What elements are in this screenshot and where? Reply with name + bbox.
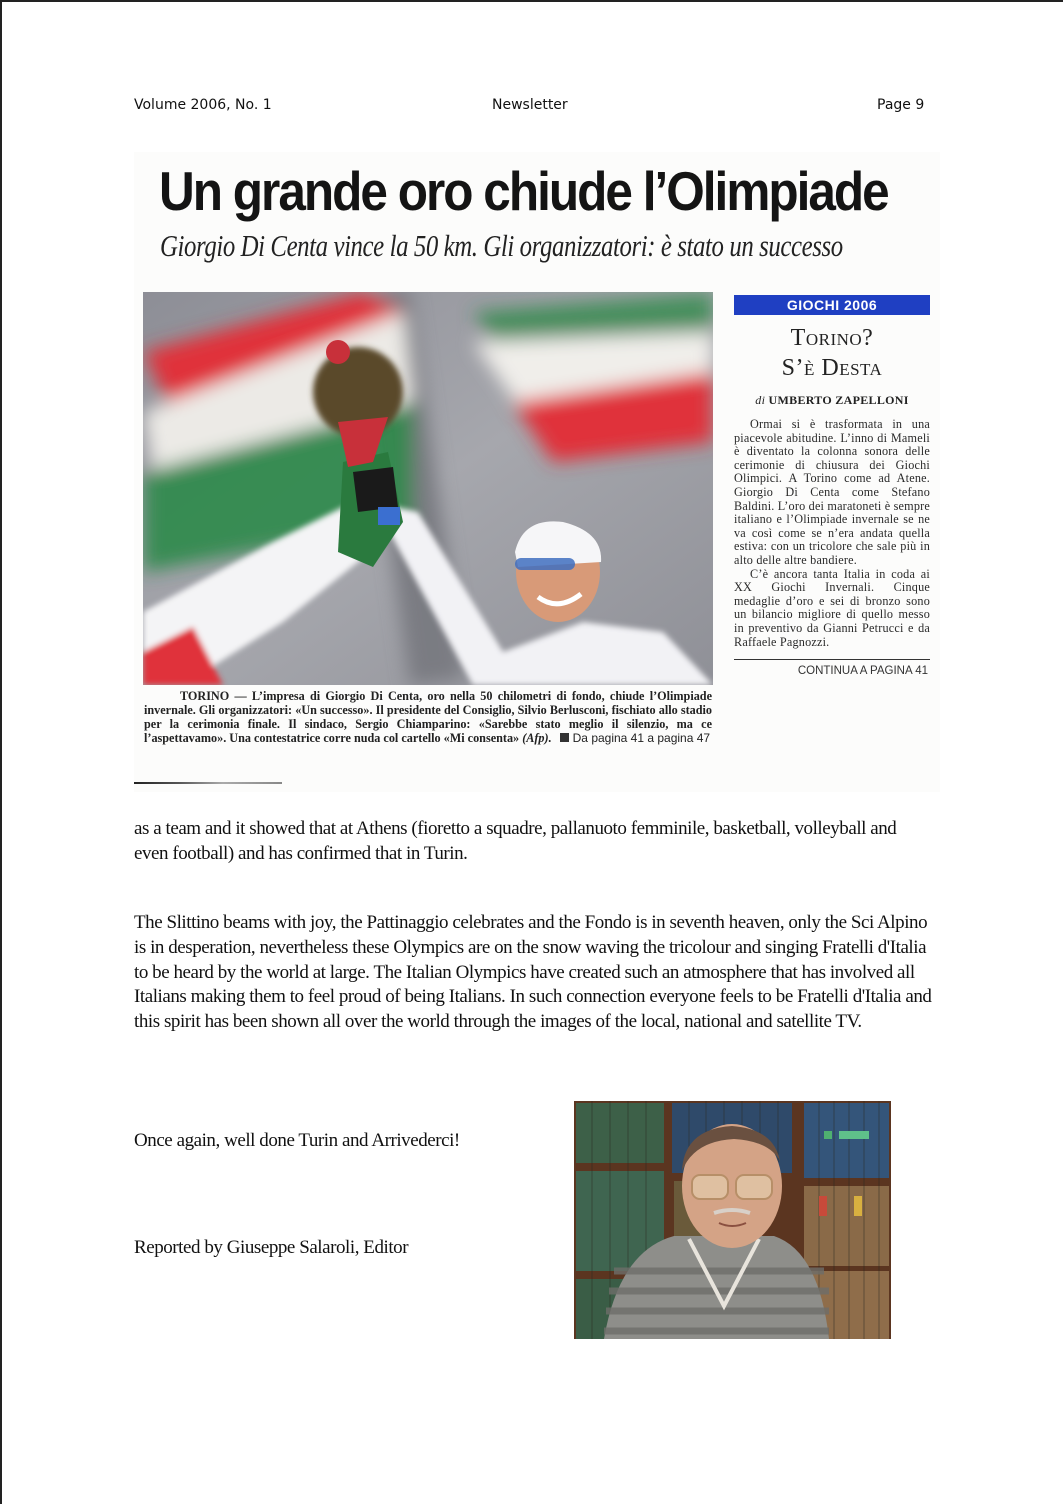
athlete-celebration-image [143, 292, 713, 685]
sidebar-column [734, 295, 930, 677]
sidebar-paragraph: C’è ancora tanta Italia in coda ai XX Giochi Invernali. Cinque medaglie d’oro e sei di bronzo sono un bilancio migliore di quello messo in preventivo da Gianni Petrucci e da Raffaele Pagnozzi. [734, 566, 930, 649]
byline-author: UMBERTO ZAPELLONI [768, 393, 909, 407]
sidebar-title-line2: S’è Desta [781, 355, 883, 381]
sidebar-continued-link: CONTINUA A PAGINA 41 [797, 665, 928, 678]
bullet-square-icon [560, 733, 569, 742]
header-page-number: Page 9 [877, 97, 925, 113]
clipping-subheadline: Giorgio Di Centa vince la 50 km. Gli organizzatori: è stato un successo [160, 228, 843, 263]
caption-text: TORINO — L’impresa di Giorgio Di Centa, oro nella 50 chilometri di fondo, chiude l’Olimpiade invernale. Gli organizzatori: «Un successo». Il presidente del Consiglio, Silvio Berlusconi, fischiato allo stadio per la cerimonia finale. Il sindaco, Sergio Chiamparino: «Sarebbe stato meglio il silenzio, ma ce l’aspettavamo». Una contestatrice corre nuda col cartello «Mi consenta» [144, 689, 712, 745]
editor-portrait-image [574, 1101, 891, 1339]
article-closing: Once again, well done Turin and Arrivederci! [134, 1130, 460, 1151]
caption-page-reference-text: Da pagina 41 a pagina 47 [572, 731, 711, 745]
sidebar-divider [734, 659, 930, 660]
clipping-headline: Un grande oro chiude l’Olimpiade [159, 160, 888, 222]
caption-credit: (Afp). [522, 731, 552, 745]
sidebar-paragraph: Ormai si è trasformata in una piacevole abitudine. L’inno di Mameli è diventato la colonna sonora delle cerimonie di chiusura dei Giochi Olimpici. A Torino come ad Atene. Giorgio Di Centa come Stefano Baldini. L’oro dei maratoneti è sempre italiano e l’Olimpiade invernale se ne va così come se n’era andata quella estiva: con un tricolore che sale più in alto delle altre bandiere. [734, 417, 930, 567]
header-volume: Volume 2006, No. 1 [134, 97, 272, 113]
header-section: Newsletter [492, 97, 568, 113]
article-signature: Reported by Giuseppe Salaroli, Editor [134, 1237, 409, 1258]
sidebar-badge: GIOCHI 2006 [734, 295, 930, 315]
sidebar-body [734, 418, 930, 649]
sidebar-title-line1: Torino? [790, 325, 874, 351]
article-paragraph: as a team and it showed that at Athens (fioretto a squadre, pallanuoto femminile, basketball, volleyball and even football) and has confirmed that in Turin. [134, 818, 897, 864]
caption-divider [134, 782, 282, 784]
article-paragraph: The Slittino beams with joy, the Pattinaggio celebrates and the Fondo is in seventh heaven, only the Sci Alpino is in desperation, nevertheless these Olympics are on the snow waving the tricolour and singing Fratelli d'Italia to be heard by the world at large. The Italian Olympics have created such an atmosphere that has involved all Italians making them to feel proud of being Italians. In such connection everyone feels to be Fratelli d'Italia and this spirit has been shown all over the world through the images of the local, national and satellite TV. [134, 912, 932, 1033]
caption-page-reference [560, 731, 710, 745]
athlete-photo [143, 292, 713, 685]
newspaper-clipping [134, 152, 940, 792]
photo-caption [144, 689, 712, 745]
sidebar-title [734, 323, 930, 383]
byline-prefix: di [755, 393, 766, 407]
sidebar-byline [734, 393, 930, 408]
editor-portrait [574, 1101, 891, 1339]
